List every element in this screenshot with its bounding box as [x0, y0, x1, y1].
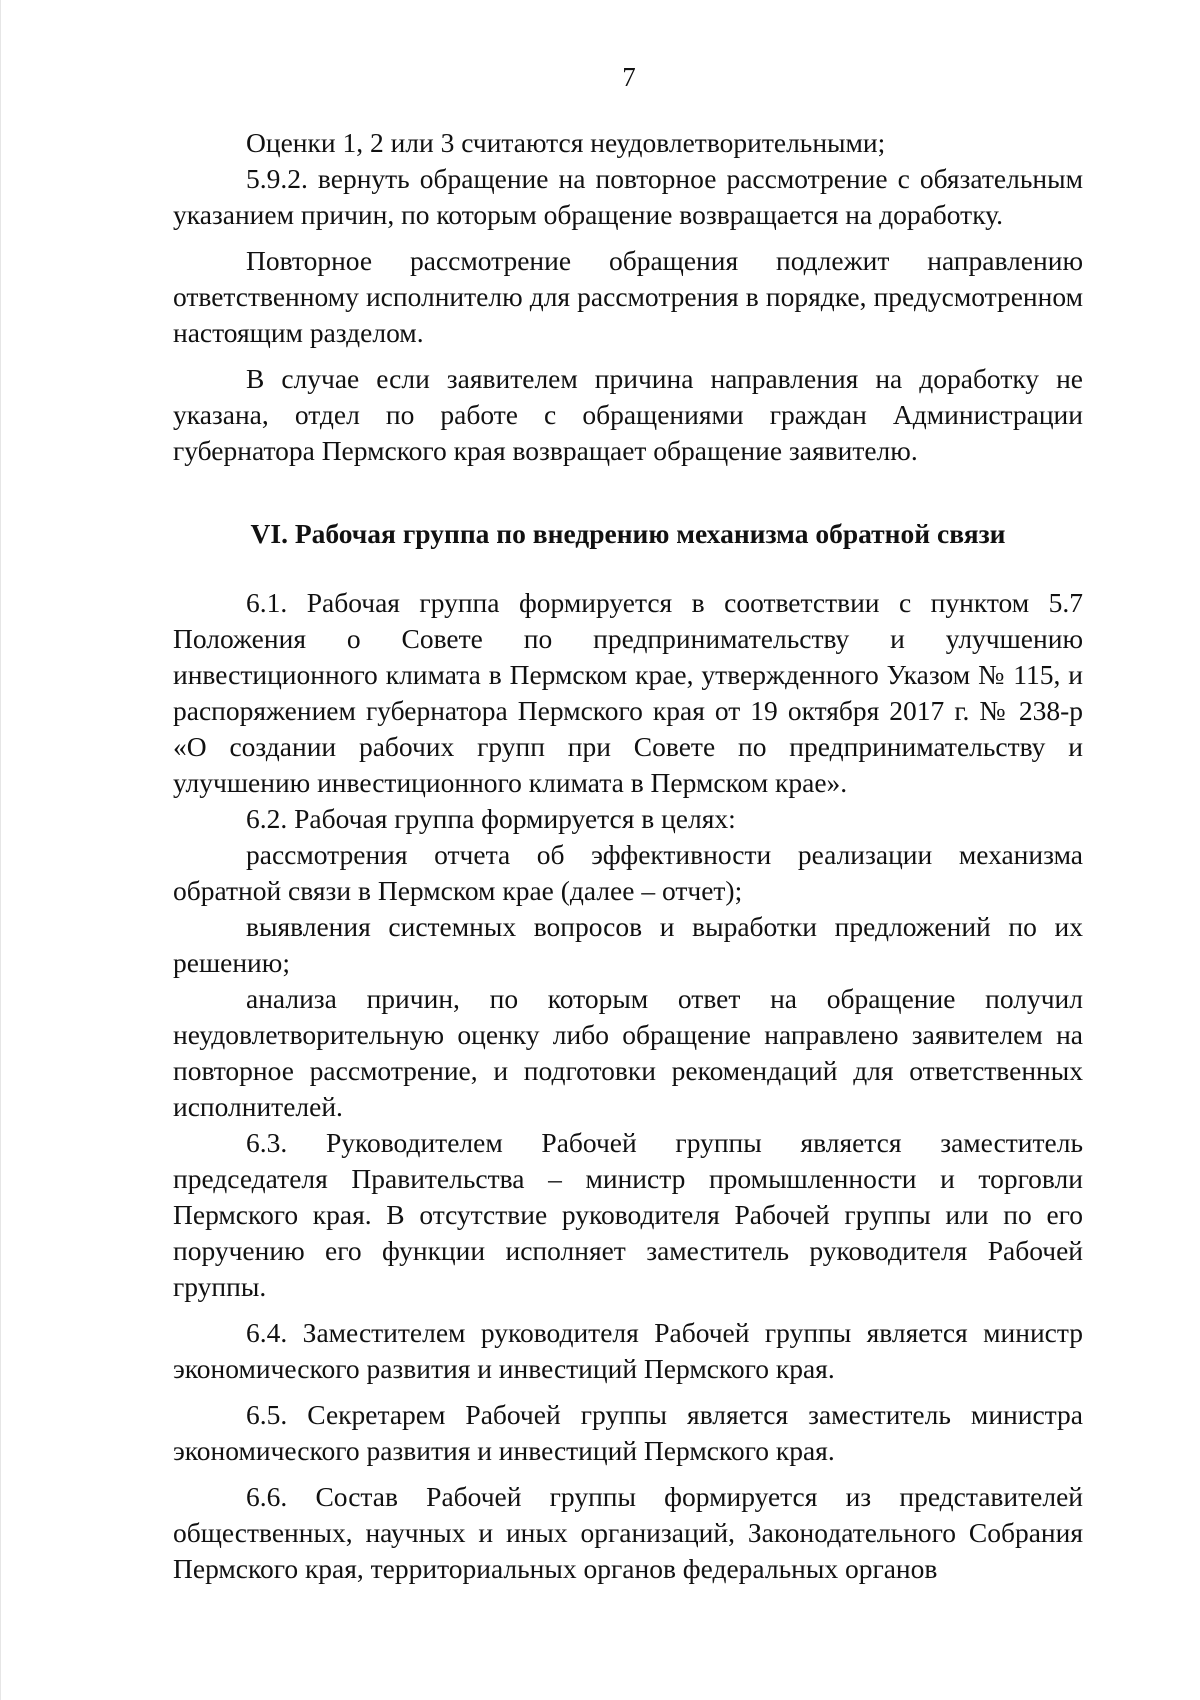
paragraph-no-reason: В случае если заявителем причина направления на доработку не указана, отдел по работе с обращениями граждан Администрации губернатора Пермского края возвращает обращение заявителю.	[173, 363, 1083, 466]
top-text-block	[173, 125, 1083, 469]
paragraph-6-6: 6.6. Состав Рабочей группы формируется из представителей общественных, научных и иных организаций, Законодательного Собрания Пермского края, территориальных органов федеральных органов	[173, 1481, 1083, 1584]
section-text-block	[173, 585, 1083, 1587]
paragraph-6-1: 6.1. Рабочая группа формируется в соответствии с пунктом 5.7 Положения о Совете по предпринимательству и улучшению инвестиционного климата в Пермском крае, утвержденного Указом № 115, и распоряжением губернатора Пермского края от 19 октября 2017 г. № 238-р «О создании рабочих групп при Совете по предпринимательству и улучшению инвестиционного климата в Пермском крае».	[173, 587, 1083, 798]
paragraph-repeat-review: Повторное рассмотрение обращения подлежит направлению ответственному исполнителю для рассмотрения в порядке, предусмотренном настоящим разделом.	[173, 245, 1083, 348]
paragraph-5-9-2: 5.9.2. вернуть обращение на повторное рассмотрение с обязательным указанием причин, по которым обращение возвращается на доработку.	[173, 163, 1083, 230]
paragraph-6-2: 6.2. Рабочая группа формируется в целях:	[246, 803, 736, 834]
paragraph-6-5: 6.5. Секретарем Рабочей группы является заместитель министра экономического развития и инвестиций Пермского края.	[173, 1399, 1083, 1466]
paragraph-goal-issues: выявления системных вопросов и выработки предложений по их решению;	[173, 911, 1083, 978]
paragraph-goal-analysis: анализа причин, по которым ответ на обращение получил неудовлетворительную оценку либо обращение направлено заявителем на повторное рассмотрение, и подготовки рекомендаций для ответственных исполнителей.	[173, 983, 1083, 1122]
paragraph-goal-report: рассмотрения отчета об эффективности реализации механизма обратной связи в Пермском крае (далее – отчет);	[173, 839, 1083, 906]
paragraph-6-3: 6.3. Руководителем Рабочей группы является заместитель председателя Правительства – министр промышленности и торговли Пермского края. В отсутствие руководителя Рабочей группы или по его поручению его функции исполняет заместитель руководителя Рабочей группы.	[173, 1127, 1083, 1302]
paragraph-6-4: 6.4. Заместителем руководителя Рабочей группы является министр экономического развития и инвестиций Пермского края.	[173, 1317, 1083, 1384]
page-number: 7	[622, 62, 636, 92]
scan-edge-line	[0, 0, 1, 1700]
section-heading: VI. Рабочая группа по внедрению механизма обратной связи	[250, 518, 1006, 549]
paragraph-ratings: Оценки 1, 2 или 3 считаются неудовлетворительными;	[246, 127, 886, 158]
